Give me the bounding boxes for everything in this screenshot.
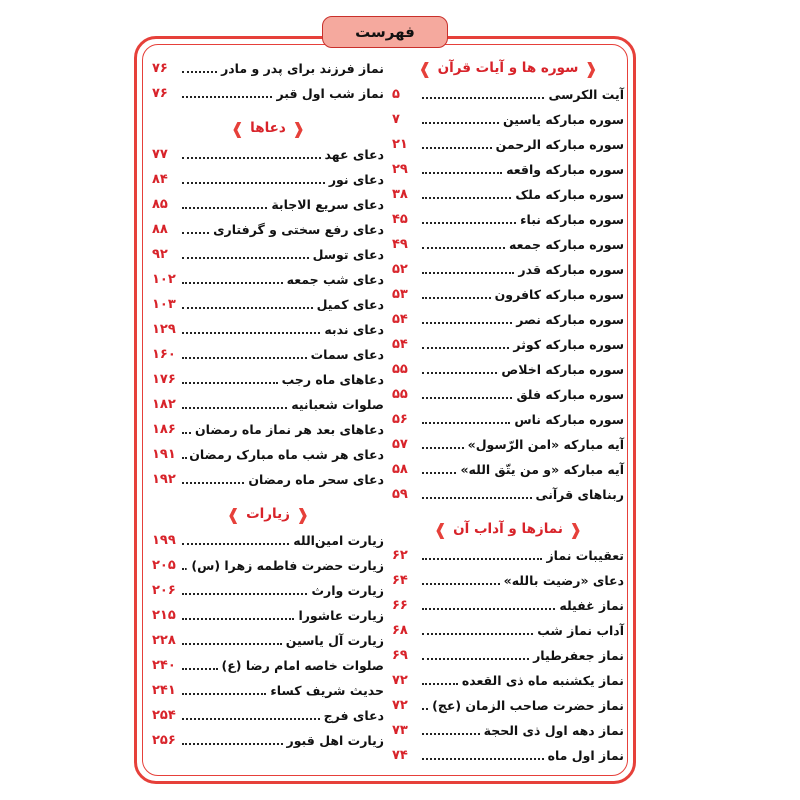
dot-leader (182, 282, 283, 284)
dot-leader (182, 307, 313, 309)
section-title (392, 56, 624, 80)
toc-entry (392, 568, 624, 593)
toc-entry (152, 603, 384, 628)
dot-leader (182, 382, 278, 384)
toc-entry-page: ۵۹ (392, 487, 408, 502)
toc-entry-label: صلوات خاصه امام رضا (ع) (221, 658, 384, 673)
left-column (152, 56, 384, 753)
dot-leader (422, 247, 505, 249)
toc-entry-label: دعای ندبه (324, 322, 384, 337)
toc-entry-page: ۳۸ (392, 187, 408, 202)
toc-entry (392, 718, 624, 743)
toc-entry (152, 292, 384, 317)
toc-entry-label: نماز اول ماه (547, 748, 624, 763)
toc-entry-label: دعای «رضیت بالله» (503, 573, 624, 588)
toc-entry (152, 267, 384, 292)
toc-entry-page: ۷۲ (392, 673, 408, 688)
toc-entry (392, 457, 624, 482)
dot-leader (422, 708, 428, 710)
toc-entry (392, 432, 624, 457)
toc-entry-label: دعای نور (328, 172, 384, 187)
dot-leader (182, 693, 266, 695)
dot-leader (182, 643, 282, 645)
toc-entry (152, 553, 384, 578)
toc-entry-page: ۴۵ (392, 212, 408, 227)
dot-leader (422, 608, 555, 610)
toc-entry (152, 192, 384, 217)
dot-leader (422, 758, 544, 760)
section-title-text: سوره ها و آیات قرآن (437, 60, 579, 76)
dot-leader (182, 618, 294, 620)
toc-entry-label: دعای شب جمعه (286, 272, 384, 287)
toc-entry-label: زیارت عاشورا (298, 608, 384, 623)
dot-leader (422, 683, 458, 685)
ornament-icon: ❰ (568, 519, 583, 539)
toc-entry-label: سوره مبارکه ملک (515, 187, 624, 202)
toc-entry-page: ۲۴۱ (152, 683, 176, 698)
section-title-text: نمازها و آداب آن (453, 521, 563, 537)
toc-entry (152, 578, 384, 603)
dot-leader (182, 593, 307, 595)
dot-leader (422, 272, 514, 274)
toc-entry-page: ۶۸ (392, 623, 408, 638)
toc-entry (392, 182, 624, 207)
toc-entry (152, 342, 384, 367)
toc-entry-page: ۵ (392, 87, 400, 102)
dot-leader (422, 558, 542, 560)
toc-entry-label: دعاهای ماه رجب (281, 372, 384, 387)
toc-entry (392, 132, 624, 157)
toc-entry (392, 307, 624, 332)
toc-entry-label: آداب نماز شب (537, 623, 624, 638)
toc-entry (152, 417, 384, 442)
section-title-text: دعاها (250, 120, 286, 136)
dot-leader (422, 397, 512, 399)
toc-entry-label: سوره مبارکه فلق (516, 387, 624, 402)
toc-entry-label: زیارت حضرت فاطمه زهرا (س) (191, 558, 384, 573)
toc-entry (152, 367, 384, 392)
toc-entry (152, 217, 384, 242)
toc-entry-page: ۵۵ (392, 362, 408, 377)
toc-entry-page: ۷۲ (392, 698, 408, 713)
toc-entry (152, 678, 384, 703)
dot-leader (182, 232, 209, 234)
toc-entry (392, 407, 624, 432)
dot-leader (422, 583, 500, 585)
toc-entry-page: ۲۴۰ (152, 658, 176, 673)
toc-entry (392, 157, 624, 182)
toc-entry-label: سوره مبارکه ناس (514, 412, 624, 427)
toc-entry (392, 332, 624, 357)
toc-entry-label: دعای سریع الاجابة (271, 197, 384, 212)
toc-entry-label: سوره مبارکه قدر (518, 262, 624, 277)
toc-entry-page: ۱۸۲ (152, 397, 176, 412)
toc-entry-page: ۷ (392, 112, 400, 127)
dot-leader (422, 172, 502, 174)
dot-leader (182, 457, 185, 459)
toc-entry (392, 382, 624, 407)
toc-entry-page: ۵۷ (392, 437, 408, 452)
toc-entry (392, 207, 624, 232)
toc-entry (152, 653, 384, 678)
toc-entry (392, 543, 624, 568)
toc-entry (152, 167, 384, 192)
toc-entry-page: ۵۸ (392, 462, 408, 477)
toc-entry-page: ۵۴ (392, 337, 408, 352)
toc-entry (392, 743, 624, 768)
dot-leader (422, 97, 544, 99)
toc-entry-page: ۲۰۶ (152, 583, 176, 598)
dot-leader (182, 543, 289, 545)
toc-entry (392, 643, 624, 668)
toc-entry-page: ۲۱۵ (152, 608, 176, 623)
toc-entry-page: ۱۰۲ (152, 272, 176, 287)
toc-entry-page: ۸۵ (152, 197, 168, 212)
toc-entry (392, 482, 624, 507)
dot-leader (422, 372, 497, 374)
dot-leader (182, 71, 217, 73)
dot-leader (422, 222, 516, 224)
toc-entry-label: نماز فرزند برای پدر و مادر (221, 61, 384, 76)
toc-entry-label: دعای فرج (323, 708, 384, 723)
toc-entry-label: نماز غفیله (559, 598, 624, 613)
toc-entry-label: دعای کمیل (316, 297, 384, 312)
toc-entry-label: زیارت امین‌الله (293, 533, 384, 548)
toc-entry-page: ۲۰۵ (152, 558, 176, 573)
ornament-icon: ❱ (230, 118, 245, 138)
dot-leader (422, 633, 533, 635)
ornament-icon: ❱ (418, 58, 432, 78)
toc-entry-page: ۵۳ (392, 287, 408, 302)
toc-entry-label: سوره مبارکه اخلاص (501, 362, 624, 377)
toc-entry-page: ۵۵ (392, 387, 408, 402)
toc-entry-page: ۵۲ (392, 262, 408, 277)
dot-leader (182, 718, 320, 720)
toc-entry (152, 142, 384, 167)
toc-entry (392, 593, 624, 618)
toc-entry (152, 728, 384, 753)
toc-entry-page: ۶۲ (392, 548, 408, 563)
toc-entry (152, 392, 384, 417)
toc-entry-page: ۱۰۳ (152, 297, 176, 312)
toc-entry-label: صلوات شعبانیه (291, 397, 384, 412)
dot-leader (422, 472, 456, 474)
toc-entry-label: آیت الکرسی (548, 87, 624, 102)
section-title (152, 502, 384, 526)
toc-entry-page: ۵۶ (392, 412, 408, 427)
toc-entry-label: دعای هر شب ماه مبارک رمضان (189, 447, 384, 462)
dot-leader (422, 197, 511, 199)
toc-entry-label: نماز حضرت صاحب الزمان (عج) (432, 698, 624, 713)
toc-entry-label: نماز شب اول قبر (276, 86, 384, 101)
dot-leader (182, 157, 321, 159)
dot-leader (182, 432, 191, 434)
toc-entry-page: ۷۶ (152, 86, 168, 101)
dot-leader (422, 297, 491, 299)
dot-leader (422, 322, 512, 324)
toc-entry (392, 618, 624, 643)
toc-entry-label: دعای عهد (324, 147, 384, 162)
toc-entry (152, 467, 384, 492)
toc-entry-label: آیه مبارکه «و من یتّق الله» (460, 462, 624, 477)
toc-entry-label: زیارت اهل قبور (286, 733, 384, 748)
section-title (392, 517, 624, 541)
dot-leader (422, 347, 509, 349)
dot-leader (422, 147, 492, 149)
toc-entry-page: ۶۹ (392, 648, 408, 663)
toc-entry-page: ۱۹۹ (152, 533, 176, 548)
dot-leader (182, 407, 287, 409)
dot-leader (182, 96, 272, 98)
dot-leader (422, 122, 499, 124)
toc-entry-page: ۲۵۴ (152, 708, 176, 723)
section-title (152, 116, 384, 140)
toc-entry-page: ۴۹ (392, 237, 408, 252)
dot-leader (182, 182, 325, 184)
toc-entry-label: دعاهای بعد هر نماز ماه رمضان (194, 422, 384, 437)
toc-entry-page: ۸۴ (152, 172, 168, 187)
dot-leader (182, 568, 187, 570)
dot-leader (422, 497, 532, 499)
toc-entry-page: ۷۴ (392, 748, 408, 763)
toc-entry-label: سوره مبارکه الرحمن (495, 137, 624, 152)
toc-entry-page: ۹۲ (152, 247, 168, 262)
toc-entry (392, 232, 624, 257)
ornament-icon: ❱ (433, 519, 448, 539)
toc-entry (152, 242, 384, 267)
toc-entry-label: حدیث شریف کساء (270, 683, 384, 698)
toc-entry (152, 442, 384, 467)
toc-entry (392, 107, 624, 132)
toc-entry-page: ۲۲۸ (152, 633, 176, 648)
toc-entry-page: ۱۶۰ (152, 347, 176, 362)
toc-entry-label: سوره مبارکه نصر (516, 312, 624, 327)
toc-entry-page: ۶۶ (392, 598, 408, 613)
toc-entry-label: سوره مبارکه واقعه (506, 162, 624, 177)
dot-leader (182, 257, 309, 259)
toc-entry-label: سوره مبارکه کوثر (513, 337, 624, 352)
dot-leader (182, 668, 218, 670)
toc-entry-label: زیارت آل یاسین (285, 633, 384, 648)
ornament-icon: ❱ (226, 504, 241, 524)
dot-leader (182, 332, 320, 334)
toc-entry (152, 628, 384, 653)
toc-entry-page: ۱۷۶ (152, 372, 176, 387)
toc-entry-page: ۱۲۹ (152, 322, 176, 337)
dot-leader (422, 733, 480, 735)
toc-entry-page: ۲۹ (392, 162, 408, 177)
dot-leader (422, 658, 529, 660)
toc-entry-label: سوره مبارکه یاسین (502, 112, 624, 127)
toc-entry (392, 282, 624, 307)
ornament-icon: ❰ (295, 504, 310, 524)
toc-entry-page: ۷۳ (392, 723, 408, 738)
section-title-text: زیارات (246, 506, 290, 522)
toc-entry (152, 528, 384, 553)
toc-entry-label: تعقیبات نماز (546, 548, 624, 563)
toc-entry (392, 357, 624, 382)
toc-entry-label: دعای سمات (310, 347, 384, 362)
toc-entry (392, 257, 624, 282)
dot-leader (422, 422, 510, 424)
toc-entry-label: نماز دهه اول ذی الحجة (483, 723, 624, 738)
toc-entry-page: ۵۴ (392, 312, 408, 327)
dot-leader (182, 207, 267, 209)
toc-entry-label: زیارت وارث (311, 583, 384, 598)
toc-entry-label: نماز جعفرطیار (533, 648, 624, 663)
toc-entry-label: سوره مبارکه کافرون (494, 287, 624, 302)
toc-entry (152, 703, 384, 728)
toc-entry (392, 693, 624, 718)
toc-entry-label: دعای سحر ماه رمضان (248, 472, 384, 487)
toc-entry-label: سوره مبارکه نباء (520, 212, 624, 227)
toc-entry-page: ۲۱ (392, 137, 408, 152)
ornament-icon: ❰ (291, 118, 306, 138)
toc-entry-page: ۱۹۱ (152, 447, 176, 462)
ornament-icon: ❰ (584, 58, 598, 78)
toc-entry-label: آیه مبارکه «امن الرّسول» (467, 437, 624, 452)
dot-leader (182, 357, 307, 359)
toc-entry-page: ۱۸۶ (152, 422, 176, 437)
dot-leader (182, 743, 283, 745)
toc-entry-page: ۸۸ (152, 222, 168, 237)
toc-entry (152, 81, 384, 106)
dot-leader (182, 482, 244, 484)
toc-entry-label: دعای رفع سختی و گرفتاری (213, 222, 384, 237)
right-column (392, 56, 624, 768)
toc-entry-label: دعای توسل (312, 247, 384, 262)
toc-entry-page: ۲۵۶ (152, 733, 176, 748)
page-title: فهرست (322, 16, 448, 48)
toc-entry (392, 668, 624, 693)
toc-entry-page: ۷۶ (152, 61, 168, 76)
toc-entry-label: سوره مبارکه جمعه (508, 237, 624, 252)
toc-entry (152, 317, 384, 342)
toc-entry-label: نماز یکشنبه ماه ذی القعده (461, 673, 624, 688)
dot-leader (422, 447, 464, 449)
toc-entry-page: ۱۹۲ (152, 472, 176, 487)
toc-entry-page: ۷۷ (152, 147, 168, 162)
toc-entry (392, 82, 624, 107)
toc-entry-page: ۶۴ (392, 573, 408, 588)
toc-entry-label: ربنا‌های قرآنی (535, 487, 624, 502)
toc-entry (152, 56, 384, 81)
